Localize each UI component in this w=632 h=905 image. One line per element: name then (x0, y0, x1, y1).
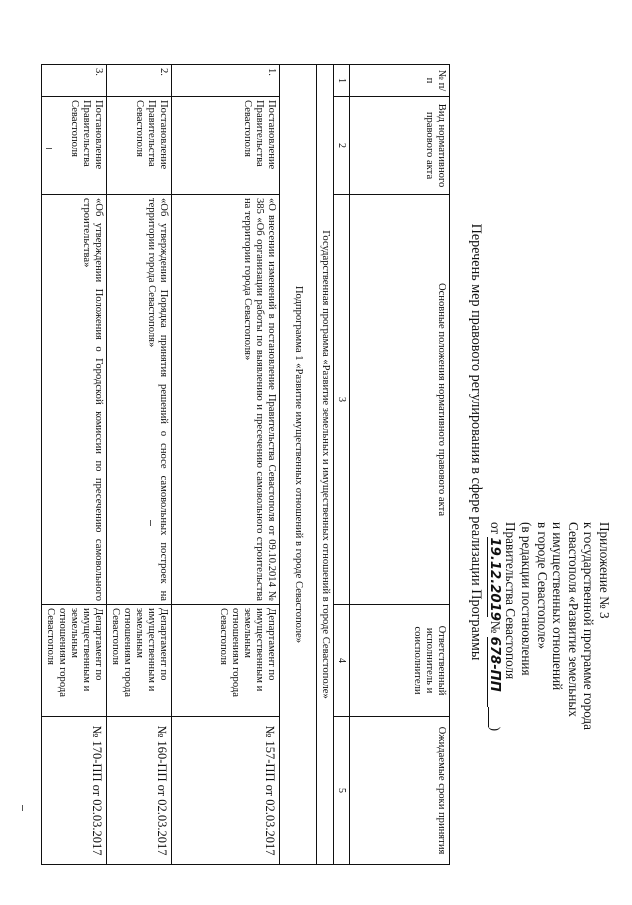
table-row (107, 65, 172, 865)
table-header-row (350, 65, 450, 865)
row-type: Постановление Правительства Севастополя (42, 97, 107, 195)
header-num: № п/п (350, 65, 450, 97)
subprogram-title: Подпрограмма 1 «Развитие имущественных отношений в городе Севастополе» (280, 65, 317, 865)
row-num: 3. (42, 65, 107, 97)
header-deadline: Ожидаемые сроки принятия (350, 717, 450, 865)
header-type: Вид нормативного правового акта (350, 97, 450, 195)
date-prefix: от (487, 522, 503, 535)
appendix-line: Правительства Севастополя (503, 522, 519, 680)
number-label: № (487, 620, 503, 634)
row-content: «Об утверждении Положения о Городской комиссии по пресечению самовольного строительства» (42, 195, 107, 605)
col-number: 2 (334, 97, 350, 195)
row-type: Постановление Правительства Севастополя (107, 97, 172, 195)
program-row (317, 65, 334, 865)
document-title: Перечень мер правового регулирования в сфере реализации Программы (468, 223, 484, 661)
appendix-date-line (487, 522, 503, 882)
row-deadline: № 157-ПП от 02.03.2017 (172, 717, 280, 865)
col-number: 4 (334, 605, 350, 717)
table-row (42, 65, 107, 865)
row-content: «О внесении изменений в постановление Правительства Севастополя от 09.10.2014 № 385 «Об организации работы по выявлению и пресечению самовольного строительства на территории города Севастополя» (172, 195, 280, 605)
row-executor: Департамент по имущественным и земельным отношениям города Севастополя (107, 605, 172, 717)
col-number: 3 (334, 195, 350, 605)
row-executor: Департамент по имущественным и земельным отношениям города Севастополя (42, 605, 107, 717)
blank-line (488, 707, 502, 727)
row-content: «Об утверждении Порядка принятия решений о сносе самовольных построек на территории города Севастополя» (107, 195, 172, 605)
appendix-line: в городе Севастополе» (534, 522, 550, 650)
regulation-table (41, 64, 450, 865)
handwritten-date: 19.12.2019 (486, 537, 502, 621)
row-type: Постановление Правительства Севастополя (172, 97, 280, 195)
handwritten-number: 678-ПП (487, 637, 501, 707)
row-deadline: № 160-ПП от 02.03.2017 (107, 717, 172, 865)
appendix-line: и имущественных отношений (550, 522, 566, 691)
subprogram-row (280, 65, 317, 865)
rotated-page (20, 12, 620, 892)
appendix-line: (в редакции постановления (519, 522, 535, 676)
close-paren: ) (487, 726, 503, 732)
appendix-line: Севастополя «Развитие земельных (565, 522, 581, 717)
appendix-block (487, 522, 612, 882)
row-num: 1. (172, 65, 280, 97)
row-deadline: № 170-ПП от 02.03.2017 (42, 717, 107, 865)
appendix-line: Приложение № 3 (597, 522, 612, 619)
row-num: 2. (107, 65, 172, 97)
row-executor: Департамент по имущественным и земельным отношениям города Севастополя (172, 605, 280, 717)
appendix-line: к государственной программе города (581, 522, 597, 730)
header-content: Основные положения нормативного правового акта (350, 195, 450, 605)
header-executor: Ответственный исполнитель и соисполнители (350, 605, 450, 717)
col-number: 5 (334, 717, 350, 865)
table-row (172, 65, 280, 865)
col-number: 1 (334, 65, 350, 97)
column-number-row (334, 65, 350, 865)
program-title: Государственная программа «Развитие земельных и имущественных отношений в городе Севастополе» (317, 65, 334, 865)
